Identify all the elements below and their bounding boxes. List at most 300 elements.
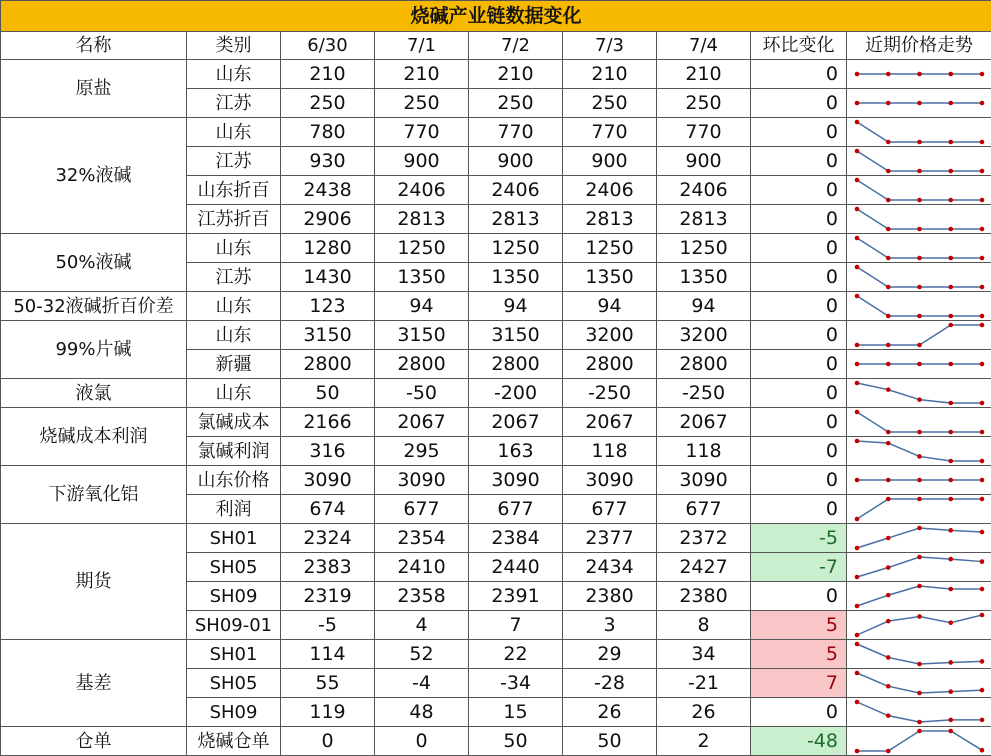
value-cell: 250 bbox=[375, 89, 469, 118]
sparkline-cell bbox=[847, 669, 991, 698]
sparkline bbox=[847, 698, 991, 726]
sparkline-cell bbox=[847, 466, 991, 495]
value-cell: 2067 bbox=[469, 408, 563, 437]
change-cell: 0 bbox=[751, 176, 847, 205]
sparkline-point bbox=[948, 256, 953, 261]
value-cell: 2434 bbox=[563, 553, 657, 582]
sparkline-cell bbox=[847, 147, 991, 176]
sparkline-point bbox=[948, 478, 953, 483]
sparkline-point bbox=[855, 236, 860, 241]
value-cell: 50 bbox=[469, 727, 563, 756]
value-cell: 3150 bbox=[469, 321, 563, 350]
sparkline-point bbox=[917, 430, 922, 435]
sparkline-point bbox=[980, 285, 985, 290]
change-cell: 0 bbox=[751, 205, 847, 234]
sparkline-point bbox=[855, 294, 860, 299]
value-cell: 34 bbox=[657, 640, 751, 669]
sparkline-point bbox=[980, 401, 985, 406]
value-cell: 2354 bbox=[375, 524, 469, 553]
value-cell: 250 bbox=[281, 89, 375, 118]
sparkline bbox=[847, 524, 991, 552]
row-category: 山东 bbox=[187, 379, 281, 408]
value-cell: 3 bbox=[563, 611, 657, 640]
value-cell: 7 bbox=[469, 611, 563, 640]
sparkline-cell bbox=[847, 582, 991, 611]
value-cell: 3090 bbox=[469, 466, 563, 495]
value-cell: 2813 bbox=[469, 205, 563, 234]
sparkline-point bbox=[917, 314, 922, 319]
row-category: 氯碱成本 bbox=[187, 408, 281, 437]
value-cell: 118 bbox=[563, 437, 657, 466]
table-row bbox=[1, 321, 991, 350]
value-cell: 900 bbox=[657, 147, 751, 176]
row-category: 江苏 bbox=[187, 263, 281, 292]
row-category: 山东 bbox=[187, 234, 281, 263]
change-cell: 0 bbox=[751, 437, 847, 466]
sparkline-point bbox=[948, 689, 953, 694]
sparkline-point bbox=[917, 526, 922, 531]
value-cell: 48 bbox=[375, 698, 469, 727]
value-cell: 1350 bbox=[563, 263, 657, 292]
sparkline-line bbox=[857, 296, 982, 316]
sparkline-point bbox=[980, 314, 985, 319]
sparkline bbox=[847, 321, 991, 349]
sparkline-point bbox=[980, 613, 985, 618]
sparkline-point bbox=[886, 101, 891, 106]
row-category: SH09-01 bbox=[187, 611, 281, 640]
value-cell: 2800 bbox=[375, 350, 469, 379]
sparkline-cell bbox=[847, 118, 991, 147]
row-category: 新疆 bbox=[187, 350, 281, 379]
column-header: 7/3 bbox=[563, 32, 657, 60]
value-cell: 900 bbox=[375, 147, 469, 176]
change-cell: 0 bbox=[751, 495, 847, 524]
value-cell: 114 bbox=[281, 640, 375, 669]
sparkline-point bbox=[855, 478, 860, 483]
value-cell: 780 bbox=[281, 118, 375, 147]
value-cell: 1250 bbox=[657, 234, 751, 263]
row-category: 利润 bbox=[187, 495, 281, 524]
title-row bbox=[1, 1, 991, 32]
change-cell: 0 bbox=[751, 698, 847, 727]
value-cell: 15 bbox=[469, 698, 563, 727]
sparkline-point bbox=[948, 285, 953, 290]
sparkline-point bbox=[980, 530, 985, 535]
sparkline-cell bbox=[847, 176, 991, 205]
sparkline-point bbox=[917, 140, 922, 145]
sparkline-point bbox=[855, 343, 860, 348]
change-cell: 0 bbox=[751, 408, 847, 437]
sparkline-line bbox=[857, 586, 982, 606]
value-cell: 22 bbox=[469, 640, 563, 669]
sparkline-point bbox=[980, 256, 985, 261]
row-category: SH09 bbox=[187, 698, 281, 727]
sparkline-point bbox=[980, 362, 985, 367]
sparkline-point bbox=[886, 198, 891, 203]
value-cell: 1430 bbox=[281, 263, 375, 292]
row-category: 江苏折百 bbox=[187, 205, 281, 234]
sparkline-line bbox=[857, 528, 982, 548]
value-cell: 50 bbox=[281, 379, 375, 408]
sparkline-point bbox=[980, 748, 985, 753]
sparkline bbox=[847, 611, 991, 639]
value-cell: 2372 bbox=[657, 524, 751, 553]
sparkline-point bbox=[886, 536, 891, 541]
sparkline-point bbox=[948, 140, 953, 145]
sparkline-line bbox=[857, 180, 982, 200]
sparkline-point bbox=[886, 478, 891, 483]
row-category: SH05 bbox=[187, 553, 281, 582]
sparkline-point bbox=[886, 169, 891, 174]
value-cell: 674 bbox=[281, 495, 375, 524]
value-cell: -250 bbox=[657, 379, 751, 408]
value-cell: 26 bbox=[563, 698, 657, 727]
value-cell: 55 bbox=[281, 669, 375, 698]
table-title: 烧碱产业链数据变化 bbox=[1, 1, 991, 32]
sparkline-point bbox=[855, 410, 860, 415]
value-cell: 2440 bbox=[469, 553, 563, 582]
value-cell: 94 bbox=[657, 292, 751, 321]
value-cell: 2800 bbox=[469, 350, 563, 379]
value-cell: 3150 bbox=[281, 321, 375, 350]
value-cell: 94 bbox=[375, 292, 469, 321]
value-cell: 770 bbox=[657, 118, 751, 147]
sparkline-point bbox=[948, 718, 953, 723]
sparkline bbox=[847, 350, 991, 378]
sparkline bbox=[847, 60, 991, 88]
column-header: 7/4 bbox=[657, 32, 751, 60]
table-row bbox=[1, 379, 991, 408]
value-cell: 123 bbox=[281, 292, 375, 321]
sparkline-point bbox=[980, 559, 985, 564]
sparkline-point bbox=[886, 227, 891, 232]
sparkline-point bbox=[948, 587, 953, 592]
sparkline-cell bbox=[847, 89, 991, 118]
sparkline-point bbox=[980, 688, 985, 693]
change-cell: 0 bbox=[751, 321, 847, 350]
sparkline-point bbox=[980, 497, 985, 502]
value-cell: 250 bbox=[657, 89, 751, 118]
value-cell: -200 bbox=[469, 379, 563, 408]
row-category: SH09 bbox=[187, 582, 281, 611]
change-cell: -48 bbox=[751, 727, 847, 756]
sparkline-point bbox=[980, 659, 985, 664]
sparkline-point bbox=[855, 439, 860, 444]
value-cell: 2813 bbox=[375, 205, 469, 234]
value-cell: 770 bbox=[469, 118, 563, 147]
value-cell: 2384 bbox=[469, 524, 563, 553]
sparkline-point bbox=[855, 633, 860, 638]
sparkline-cell bbox=[847, 698, 991, 727]
value-cell: 3090 bbox=[563, 466, 657, 495]
sparkline-point bbox=[980, 323, 985, 328]
sparkline-cell bbox=[847, 640, 991, 669]
group-name: 50%液碱 bbox=[1, 234, 187, 292]
change-cell: 0 bbox=[751, 263, 847, 292]
sparkline-line bbox=[857, 412, 982, 432]
value-cell: 2 bbox=[657, 727, 751, 756]
table-row bbox=[1, 118, 991, 147]
value-cell: 2067 bbox=[657, 408, 751, 437]
sparkline-cell bbox=[847, 495, 991, 524]
value-cell: 210 bbox=[657, 60, 751, 89]
column-header: 环比变化 bbox=[751, 32, 847, 60]
value-cell: 2406 bbox=[469, 176, 563, 205]
value-cell: 2380 bbox=[563, 582, 657, 611]
value-cell: 1250 bbox=[469, 234, 563, 263]
value-cell: 900 bbox=[469, 147, 563, 176]
sparkline-point bbox=[886, 441, 891, 446]
change-cell: 0 bbox=[751, 292, 847, 321]
value-cell: 2906 bbox=[281, 205, 375, 234]
value-cell: 3200 bbox=[563, 321, 657, 350]
value-cell: 2166 bbox=[281, 408, 375, 437]
group-name: 烧碱成本利润 bbox=[1, 408, 187, 466]
value-cell: 210 bbox=[375, 60, 469, 89]
row-category: 山东 bbox=[187, 321, 281, 350]
table-row bbox=[1, 292, 991, 321]
value-cell: 94 bbox=[469, 292, 563, 321]
sparkline-point bbox=[886, 593, 891, 598]
change-cell: 0 bbox=[751, 466, 847, 495]
value-cell: -250 bbox=[563, 379, 657, 408]
table-row bbox=[1, 60, 991, 89]
sparkline-point bbox=[886, 362, 891, 367]
change-cell: 0 bbox=[751, 234, 847, 263]
value-cell: 677 bbox=[375, 495, 469, 524]
sparkline bbox=[847, 640, 991, 668]
sparkline-cell bbox=[847, 60, 991, 89]
change-cell: -5 bbox=[751, 524, 847, 553]
value-cell: 210 bbox=[469, 60, 563, 89]
sparkline-point bbox=[886, 497, 891, 502]
sparkline bbox=[847, 176, 991, 204]
sparkline-point bbox=[855, 700, 860, 705]
sparkline-point bbox=[855, 120, 860, 125]
value-cell: 52 bbox=[375, 640, 469, 669]
table-row bbox=[1, 524, 991, 553]
group-name: 基差 bbox=[1, 640, 187, 727]
sparkline-point bbox=[980, 459, 985, 464]
sparkline-point bbox=[855, 101, 860, 106]
value-cell: 4 bbox=[375, 611, 469, 640]
sparkline bbox=[847, 437, 991, 465]
column-header: 类别 bbox=[187, 32, 281, 60]
change-cell: -7 bbox=[751, 553, 847, 582]
sparkline bbox=[847, 669, 991, 697]
value-cell: 0 bbox=[281, 727, 375, 756]
value-cell: 210 bbox=[563, 60, 657, 89]
sparkline-point bbox=[886, 655, 891, 660]
value-cell: 29 bbox=[563, 640, 657, 669]
sparkline-point bbox=[917, 101, 922, 106]
value-cell: 163 bbox=[469, 437, 563, 466]
sparkline-line bbox=[857, 644, 982, 664]
value-cell: -50 bbox=[375, 379, 469, 408]
value-cell: 316 bbox=[281, 437, 375, 466]
sparkline-point bbox=[980, 169, 985, 174]
column-header: 7/2 bbox=[469, 32, 563, 60]
sparkline-line bbox=[857, 499, 982, 519]
sparkline-point bbox=[917, 729, 922, 734]
change-cell: 0 bbox=[751, 60, 847, 89]
sparkline-line bbox=[857, 209, 982, 229]
sparkline-point bbox=[855, 749, 860, 754]
value-cell: 250 bbox=[563, 89, 657, 118]
group-name: 仓单 bbox=[1, 727, 187, 756]
sparkline-point bbox=[980, 227, 985, 232]
value-cell: 2391 bbox=[469, 582, 563, 611]
sparkline-point bbox=[855, 72, 860, 77]
value-cell: 677 bbox=[657, 495, 751, 524]
change-cell: 0 bbox=[751, 118, 847, 147]
change-cell: 5 bbox=[751, 611, 847, 640]
value-cell: 677 bbox=[563, 495, 657, 524]
sparkline-point bbox=[855, 604, 860, 609]
sparkline-point bbox=[855, 149, 860, 154]
row-category: SH05 bbox=[187, 669, 281, 698]
value-cell: 677 bbox=[469, 495, 563, 524]
sparkline-point bbox=[948, 729, 953, 734]
sparkline-point bbox=[917, 169, 922, 174]
value-cell: 3090 bbox=[657, 466, 751, 495]
row-category: 江苏 bbox=[187, 147, 281, 176]
sparkline-line bbox=[857, 673, 982, 693]
sparkline bbox=[847, 89, 991, 117]
sparkline-point bbox=[917, 497, 922, 502]
group-name: 32%液碱 bbox=[1, 118, 187, 234]
sparkline-cell bbox=[847, 205, 991, 234]
sparkline-point bbox=[917, 720, 922, 725]
sparkline-point bbox=[917, 478, 922, 483]
sparkline-point bbox=[948, 323, 953, 328]
sparkline bbox=[847, 727, 991, 755]
sparkline-point bbox=[948, 497, 953, 502]
sparkline-point bbox=[886, 749, 891, 754]
value-cell: 1350 bbox=[469, 263, 563, 292]
sparkline bbox=[847, 234, 991, 262]
sparkline bbox=[847, 205, 991, 233]
sparkline-point bbox=[948, 101, 953, 106]
column-header: 6/30 bbox=[281, 32, 375, 60]
row-category: 山东价格 bbox=[187, 466, 281, 495]
sparkline-point bbox=[917, 614, 922, 619]
sparkline-line bbox=[857, 122, 982, 142]
group-name: 期货 bbox=[1, 524, 187, 640]
group-name: 下游氧化铝 bbox=[1, 466, 187, 524]
sparkline-point bbox=[917, 662, 922, 667]
value-cell: 2800 bbox=[563, 350, 657, 379]
sparkline bbox=[847, 263, 991, 291]
table-row bbox=[1, 727, 991, 756]
value-cell: 250 bbox=[469, 89, 563, 118]
value-cell: -4 bbox=[375, 669, 469, 698]
group-name: 原盐 bbox=[1, 60, 187, 118]
value-cell: 2438 bbox=[281, 176, 375, 205]
sparkline-point bbox=[886, 713, 891, 718]
row-category: 山东折百 bbox=[187, 176, 281, 205]
value-cell: 0 bbox=[375, 727, 469, 756]
sparkline-point bbox=[917, 362, 922, 367]
sparkline-point bbox=[855, 381, 860, 386]
sparkline-point bbox=[855, 517, 860, 522]
value-cell: 3150 bbox=[375, 321, 469, 350]
sparkline-point bbox=[855, 362, 860, 367]
row-category: SH01 bbox=[187, 640, 281, 669]
change-cell: 0 bbox=[751, 147, 847, 176]
table-row bbox=[1, 640, 991, 669]
sparkline-point bbox=[980, 101, 985, 106]
sparkline-point bbox=[948, 72, 953, 77]
value-cell: 2377 bbox=[563, 524, 657, 553]
row-category: SH01 bbox=[187, 524, 281, 553]
value-cell: 8 bbox=[657, 611, 751, 640]
column-header: 名称 bbox=[1, 32, 187, 60]
change-cell: 5 bbox=[751, 640, 847, 669]
sparkline-point bbox=[980, 72, 985, 77]
sparkline bbox=[847, 553, 991, 581]
value-cell: 50 bbox=[563, 727, 657, 756]
value-cell: 2410 bbox=[375, 553, 469, 582]
sparkline-point bbox=[917, 555, 922, 560]
value-cell: 930 bbox=[281, 147, 375, 176]
value-cell: 3090 bbox=[281, 466, 375, 495]
value-cell: 900 bbox=[563, 147, 657, 176]
sparkline-point bbox=[886, 565, 891, 570]
value-cell: 770 bbox=[563, 118, 657, 147]
sparkline-cell bbox=[847, 350, 991, 379]
sparkline-point bbox=[855, 265, 860, 270]
sparkline bbox=[847, 495, 991, 523]
group-name: 50-32液碱折百价差 bbox=[1, 292, 187, 321]
sparkline-cell bbox=[847, 437, 991, 466]
sparkline-cell bbox=[847, 611, 991, 640]
sparkline-point bbox=[855, 575, 860, 580]
sparkline bbox=[847, 118, 991, 146]
sparkline-point bbox=[948, 528, 953, 533]
change-cell: 0 bbox=[751, 582, 847, 611]
sparkline bbox=[847, 379, 991, 407]
value-cell: -5 bbox=[281, 611, 375, 640]
sparkline-cell bbox=[847, 553, 991, 582]
sparkline-point bbox=[917, 256, 922, 261]
value-cell: 3200 bbox=[657, 321, 751, 350]
sparkline-point bbox=[948, 660, 953, 665]
change-cell: 0 bbox=[751, 350, 847, 379]
value-cell: 1280 bbox=[281, 234, 375, 263]
sparkline-point bbox=[948, 459, 953, 464]
sparkline bbox=[847, 466, 991, 494]
value-cell: 210 bbox=[281, 60, 375, 89]
value-cell: 770 bbox=[375, 118, 469, 147]
sparkline-point bbox=[948, 362, 953, 367]
sparkline-point bbox=[980, 478, 985, 483]
sparkline-point bbox=[886, 72, 891, 77]
group-name: 液氯 bbox=[1, 379, 187, 408]
sparkline-point bbox=[948, 401, 953, 406]
value-cell: 2380 bbox=[657, 582, 751, 611]
value-cell: 1350 bbox=[375, 263, 469, 292]
value-cell: -28 bbox=[563, 669, 657, 698]
row-category: 山东 bbox=[187, 118, 281, 147]
value-cell: 1250 bbox=[375, 234, 469, 263]
sparkline-line bbox=[857, 267, 982, 287]
value-cell: 2324 bbox=[281, 524, 375, 553]
sparkline-point bbox=[855, 178, 860, 183]
sparkline bbox=[847, 582, 991, 610]
sparkline-cell bbox=[847, 408, 991, 437]
value-cell: 2383 bbox=[281, 553, 375, 582]
